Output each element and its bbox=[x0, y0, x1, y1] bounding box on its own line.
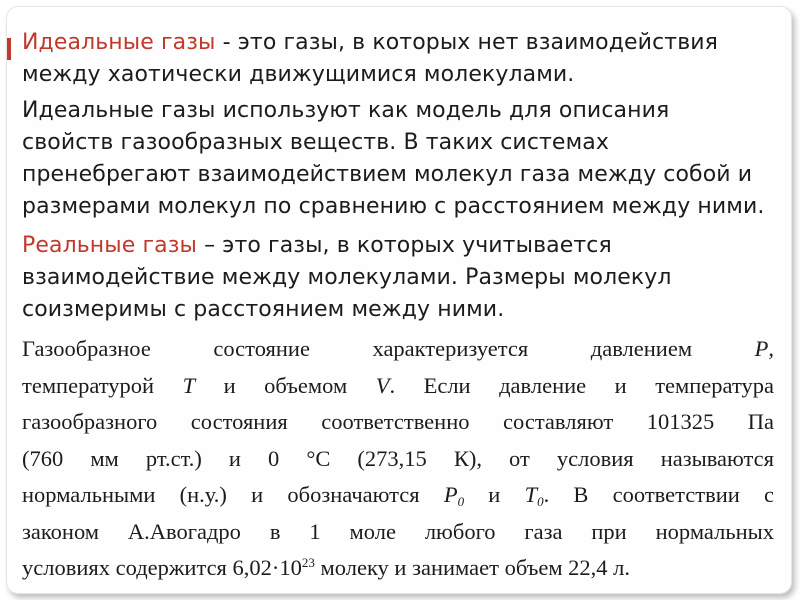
real-gases-term: Реальные газы bbox=[22, 233, 198, 258]
normal-conditions-line-5 bbox=[22, 477, 774, 514]
temperature-zero-subscript: 0 bbox=[537, 494, 544, 509]
ideal-gases-definition bbox=[22, 27, 718, 91]
text-run: , bbox=[768, 336, 774, 361]
ideal-usage-line: размерами молекул по сравнению с расстоянием между ними. bbox=[22, 194, 765, 219]
ideal-usage-line: свойств газообразных веществ. В таких системах bbox=[22, 130, 609, 155]
ideal-usage-line: пренебрегают взаимодействием молекул газа между собой и bbox=[22, 162, 753, 187]
normal-conditions-line-6: законом А.Авогадро в 1 моле любого газа при нормальных bbox=[22, 518, 774, 544]
ideal-definition-line-2: между хаотически движущимися молекулами. bbox=[22, 62, 575, 87]
text-run: молеку и занимает объем 22,4 л. bbox=[314, 555, 631, 580]
normal-conditions-line-4: (760 мм рт.ст.) и 0 °С (273,15 К), от условия называются bbox=[22, 445, 774, 471]
text-run: и bbox=[464, 482, 525, 507]
text-run: условиях содержится 6,02·10 bbox=[22, 555, 302, 580]
real-definition-line-2: взаимодействие между молекулами. Размеры молекул bbox=[22, 265, 672, 290]
pressure-zero-subscript: 0 bbox=[457, 494, 465, 509]
ideal-usage-line: Идеальные газы используют как модель для описания bbox=[22, 98, 670, 123]
slide-accent-mark bbox=[7, 38, 11, 60]
volume-symbol: V bbox=[375, 372, 390, 398]
normal-conditions-paragraph bbox=[22, 331, 774, 587]
real-gases-definition bbox=[22, 230, 672, 326]
ideal-gases-usage bbox=[22, 95, 764, 223]
ideal-definition-line-1 bbox=[22, 27, 718, 59]
normal-conditions-line-7 bbox=[22, 550, 774, 587]
text-run: нормальными (н.у.) и обозначаются bbox=[22, 482, 444, 507]
temperature-symbol: T bbox=[182, 372, 196, 398]
temperature-zero-symbol: T bbox=[524, 482, 538, 507]
ideal-definition-text: - это газы, в которых нет взаимодействия bbox=[215, 30, 718, 55]
avogadro-exponent: 23 bbox=[301, 555, 315, 570]
pressure-zero-symbol: P bbox=[443, 482, 458, 507]
real-definition-line-1 bbox=[22, 230, 672, 262]
normal-conditions-line-1 bbox=[22, 331, 774, 368]
pressure-symbol: P bbox=[754, 336, 769, 361]
ideal-gases-term: Идеальные газы bbox=[22, 30, 216, 55]
text-run: . Если давление и температура bbox=[389, 372, 774, 398]
text-run: . В соответствии с bbox=[543, 482, 774, 507]
text-run: и объемом bbox=[195, 372, 376, 398]
normal-conditions-line-3: газообразного состояния соответственно составляют 101325 Па bbox=[22, 409, 774, 434]
real-definition-line-3: соизмеримы с расстоянием между ними. bbox=[22, 297, 505, 322]
real-definition-text: – это газы, в которых учитывается bbox=[197, 233, 612, 258]
text-run: температурой bbox=[22, 372, 183, 398]
text-run: Газообразное состояние характеризуется давлением bbox=[22, 336, 755, 361]
normal-conditions-line-2 bbox=[22, 368, 774, 405]
